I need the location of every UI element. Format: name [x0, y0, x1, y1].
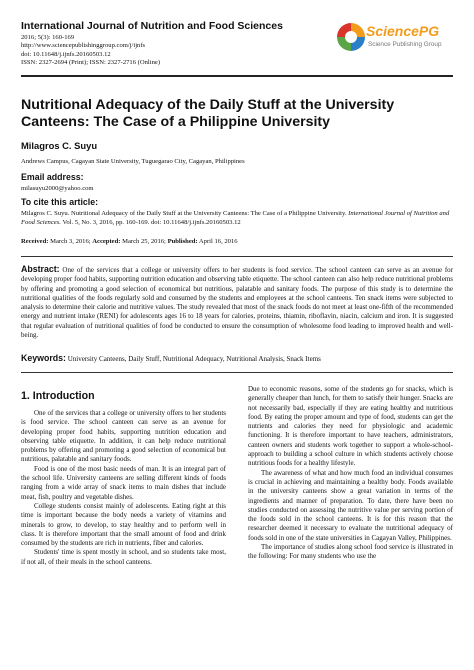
journal-url[interactable]: http://www.sciencepublishinggroup.com/j/ijnfs [21, 42, 146, 50]
citation-text [21, 210, 453, 227]
sciencepg-emblem-icon [336, 22, 366, 52]
paragraph: Students' time is spent mostly in school, and so students take most, if not all, of their meals in the school canteens. [21, 548, 226, 566]
sciencepg-logo [334, 20, 452, 64]
paragraph: The awareness of what and how much food an individual consumes is crucial in achieving and maintaining a healthy body. Foods available in the university canteens show a great variation in terms of the ingredients and manner of preparation. To date, there have been no studies conducted on assessing the nutritive value per serving portion of the foods sold in the school canteens. It is for this reason that the researcher deemed it necessary to evaluate the nutritional adequacy of foods sold in one of the state universities in Cagayan Valley, Philippines. [248, 468, 453, 542]
keywords [21, 353, 453, 364]
paragraph: College students consist mainly of adolescents. Eating right at this time is important because the body needs a variety of vitamins and minerals to grow, to develop, to stay healthy and to perform well in class. It is therefore important that the small amount of food and drink consumed by the students are rich in nutrients, fiber and calories. [21, 501, 226, 548]
received-label: Received: [21, 238, 49, 245]
author-email[interactable]: milasuyu2000@yahoo.com [21, 185, 94, 192]
article-dates [21, 238, 238, 245]
journal-issue: 2016; 5(3): 160-169 [21, 34, 75, 41]
paragraph: One of the services that a college or university offers to her students is food service. The school canteen can serve as an avenue for developing proper food habits, supporting nutrition education and observing table etiquette. In addition, it can help reduce nutritional problems by offering and promoting a good selection of economical but nutritious, palatable and sanitary foods. [21, 409, 226, 464]
abstract [21, 265, 453, 340]
keywords-text: University Canteens, Daily Stuff, Nutritional Adequacy, Nutritional Analysis, Snack Items [67, 355, 321, 363]
abstract-bottom-rule [21, 372, 453, 373]
citation-journal: International Journal of Nutrition and Food Sciences. [21, 210, 450, 226]
journal-header [21, 20, 341, 68]
received-date: March 3, 2016; [50, 238, 91, 245]
abstract-label: Abstract: [21, 264, 60, 274]
paragraph: Food is one of the most basic needs of man. It is an integral part of the school life. University canteens are selling different kinds of foods ranging from a wide array of snack items to main dishes that include meat, fish, poultry and vegetable dishes. [21, 464, 226, 501]
article-title: Nutritional Adequacy of the Daily Stuff at the University Canteens: The Case of a Philippine University [21, 97, 395, 130]
logo-tagline: Science Publishing Group [368, 41, 442, 48]
left-column [21, 409, 226, 567]
header-divider [21, 75, 453, 77]
author-name: Milagros C. Suyu [21, 140, 98, 151]
paragraph: The importance of studies along school food service is illustrated in the following: For many students who use the [248, 543, 453, 561]
logo-wordmark: SciencePG [366, 23, 440, 39]
abstract-text: One of the services that a college or university offers to her students is food service. The school canteen can serve as an avenue for developing proper food habits, supporting nutrition education and observing table etiquette. The school canteen can also help reduce nutritional problems by offering and promoting a good selection of economical but nutritious, palatable and sanitary foods. The purpose of this study is to determine the nutritional qualities of the foods regularly sold and consumed by the students and employees at the school canteens. Ten snack items were subjected to analysis to determine their calorie and nutritive values. The study revealed that most of the snack foods do not meet at least one-fifth of the recommended energy and nutrient intake (RENI) for adolescents ages 16 to 18 years for calories, proteins, thiamin, riboflavin, niacin, calcium and iron. It is suggested that regular evaluation of nutritional qualities of food be conducted to ensure the consumption of wholesome food leading to improved health and well-being. [21, 266, 454, 339]
journal-doi: doi: 10.11648/j.ijnfs.20160503.12 [21, 50, 111, 58]
paragraph: Due to economic reasons, some of the students go for snacks, which is generally cheaper than lunch, for them to satisfy their hunger. Snacks are not necessarily bad, especially if they are eating healthy and nutritious food. By eating the proper amount and type of food, students can get the nutrients and calories they need for physiologic and academic functioning. It is therefore important to have teachers, administrators, canteen owners and students work together to support a whole-school-approach to building a school culture in which students actively choose nutritious foods for a healthy lifestyle. [248, 385, 453, 468]
citation-lead: Milagros C. Suyu. Nutritional Adequacy of the Daily Stuff at the University Canteens: The Case of a Philippine University. [21, 210, 347, 217]
keywords-label: Keywords: [21, 353, 66, 363]
cite-heading: To cite this article: [21, 197, 99, 207]
published-date: April 16, 2016 [198, 238, 238, 245]
email-heading: Email address: [21, 172, 84, 182]
right-column [248, 385, 453, 562]
accepted-label: Accepted: [92, 238, 121, 245]
accepted-date: March 25, 2016; [122, 238, 166, 245]
abstract-top-rule [21, 256, 453, 257]
section-heading: 1. Introduction [21, 390, 95, 402]
author-affiliation: Andrews Campus, Cagayan State University, Tuguegarao City, Cagayan, Philippines [21, 158, 245, 165]
citation-rest: Vol. 5, No. 3, 2016, pp. 160-169. doi: 10.11648/j.ijnfs.20160503.12 [62, 218, 241, 226]
published-label: Published: [167, 238, 198, 245]
journal-issn: ISSN: 2327-2694 (Print); ISSN: 2327-2716 (Online) [21, 59, 161, 67]
journal-name: International Journal of Nutrition and Food Sciences [21, 20, 283, 32]
